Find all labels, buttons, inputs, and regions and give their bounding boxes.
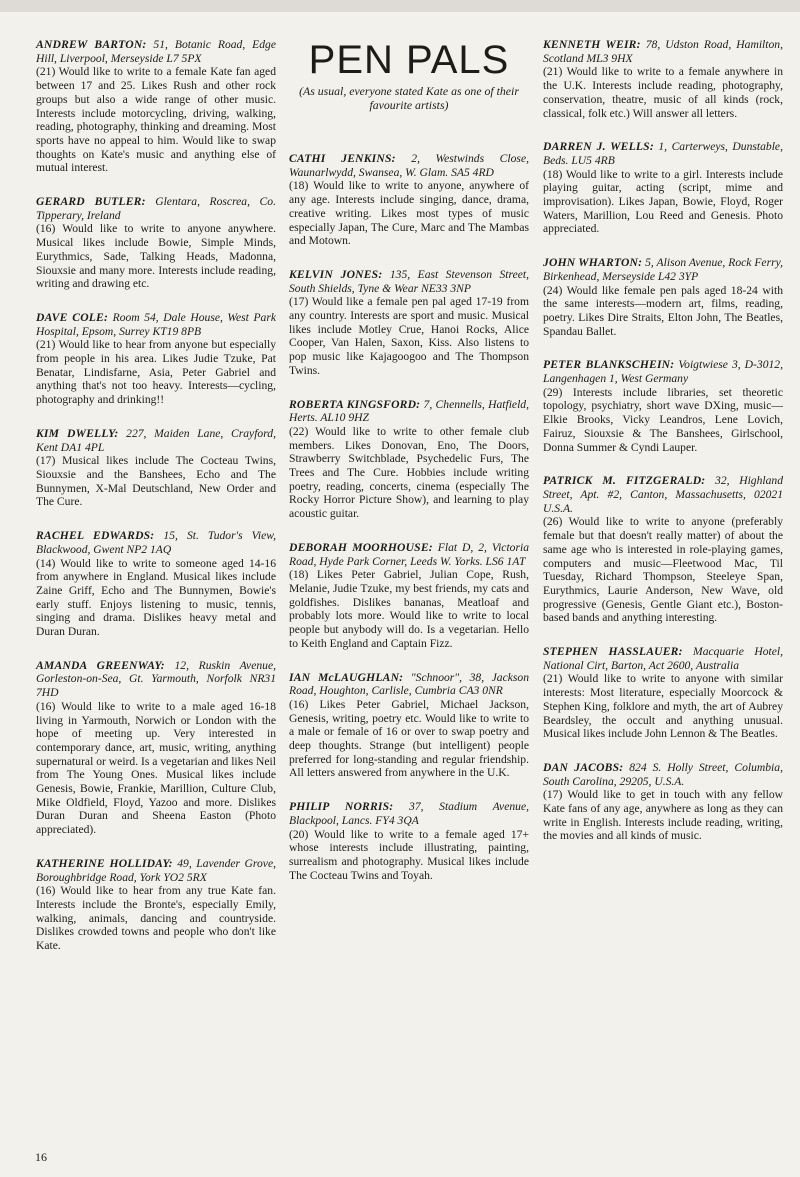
title-block — [289, 38, 529, 112]
pen-pal-description: (24) Would like female pen pals aged 18-24 with the same interests—modern art, films, reading, poetry. Likes Dire Straits, Elton John, The Beatles, Spandau Ballet. — [543, 283, 783, 338]
entry-paragraph — [36, 38, 276, 175]
page-number: 16 — [35, 1150, 47, 1164]
pen-pal-entry — [36, 311, 276, 407]
pen-pal-name: IAN McLAUGHLAN: — [289, 670, 404, 684]
pen-pal-entry — [543, 38, 783, 120]
pen-pal-name: STEPHEN HASSLAUER: — [543, 645, 683, 659]
entry-paragraph — [289, 398, 529, 521]
pen-pal-address: 49, Lavender Grove, Boroughbridge Road, York YO2 5RX — [36, 856, 276, 884]
pen-pal-entry — [543, 256, 783, 338]
pen-pal-description: (22) Would like to write to other female club members. Likes Donovan, Eno, The Doors, Strawberry Switchblade, Psychedelic Furs, The Trees and The Cure. Hobbies include writing poetry, reading, concerts, cinema (especially The Rocky Horror Picture Show), and learning to play acoustic guitar. — [289, 424, 529, 521]
entry-paragraph — [543, 140, 783, 236]
entry-paragraph — [36, 659, 276, 837]
pen-pal-address: 7, Chennells, Hatfield, Herts. AL10 9HZ — [289, 397, 529, 425]
pen-pal-description: (17) Would like to get in touch with any fellow Kate fans of any age, anywhere as long as they can write in English. Interests include reading, writing, the movies and all kinds of music. — [543, 788, 783, 843]
pen-pal-entry — [543, 474, 783, 625]
pen-pal-description: (21) Would like to hear from anyone but especially from people in his area. Likes Judie Tzuke, Pat Benatar, Lindisfarne, Asia, Peter Gabriel and anything that's not too heavy. Interests—cycling, photography and drinking!! — [36, 338, 276, 407]
pen-pal-name: KATHERINE HOLLIDAY: — [36, 856, 173, 870]
entry-paragraph — [289, 152, 529, 248]
entry-paragraph — [543, 645, 783, 741]
pen-pal-address: 5, Alison Avenue, Rock Ferry, Birkenhead, Merseyside L42 3YP — [543, 256, 783, 283]
pen-pal-address: 2, Westwinds Close, Waunarlwydd, Swansea, W. Glam. SA5 4RD — [289, 152, 529, 179]
pen-pal-address: 32, Highland Street, Apt. #2, Canton, Massachusetts, 02021 U.S.A. — [543, 474, 783, 515]
pen-pal-description: (14) Would like to write to someone aged 14-16 from anywhere in England. Musical likes include Zaine Griff, Echo and The Bunnymen, Bowie's early stuff. Enjoys listening to music, tennis, singing and drama. Dislikes heavy metal and Duran Duran. — [36, 556, 276, 639]
pen-pal-entry — [36, 195, 276, 291]
pen-pal-address: Glentara, Roscrea, Co. Tipperary, Ireland — [36, 195, 276, 222]
pen-pal-address: 135, East Stevenson Street, South Shields, Tyne & Wear NE33 3NP — [289, 267, 530, 295]
pen-pal-description: (29) Interests include libraries, set theoretic topology, psychiatry, short wave DXing, music—Elkie Brooks, Vicky Leandros, Lene Lovich, Fairuz, Siouxsie & The Banshees, Girlschool, Donna Summer & Cyndi Lauper. — [543, 385, 783, 454]
pen-pal-description: (21) Would like to write to a female Kate fan aged between 17 and 25. Likes Rush and other rock groups but also a wide range of other music. Interests include motorcycling, driving, walking, reading, photography, thinking and dreaming. Most sports have no appeal to him. Would like to swap thoughts on Kate's music and anything else of mutual interest. — [36, 65, 276, 175]
pen-pal-address: 1, Carterweys, Dunstable, Beds. LU5 4RB — [543, 140, 783, 167]
pen-pal-description: (17) Musical likes include The Cocteau Twins, Siouxsie and the Banshees, Echo and The Bunnymen, X-Mal Deutschland, New Order and The Cure. — [36, 454, 276, 509]
pen-pal-description: (18) Would like to write to anyone, anywhere of any age. Interests include singing, dance, drama, creative writing. Likes most types of music especially Japan, The Cure, Marc and The Mambas and Motown. — [289, 179, 529, 248]
magazine-page — [36, 38, 784, 1148]
entry-paragraph — [289, 268, 529, 378]
pen-pal-name: DAVE COLE: — [36, 310, 109, 324]
entry-paragraph — [36, 195, 276, 291]
pen-pal-entry — [543, 645, 783, 741]
column-right — [543, 38, 783, 863]
pen-pal-address: Macquarie Hotel, National Cirt, Barton, Act 2600, Australia — [543, 645, 783, 672]
pen-pal-name: CATHI JENKINS: — [289, 152, 396, 165]
pen-pal-entry — [543, 358, 783, 454]
pen-pal-address: Flat D, 2, Victoria Road, Hyde Park Corner, Leeds W. Yorks. LS6 1AT — [289, 540, 529, 568]
pen-pal-entry — [543, 761, 783, 843]
pen-pal-address: Voigtwiese 3, D-3012, Langenhagen 1, West Germany — [543, 358, 784, 386]
entry-paragraph — [36, 427, 276, 509]
pen-pal-name: GERARD BUTLER: — [36, 195, 146, 209]
pen-pal-description: (21) Would like to write to a female anywhere in the U.K. Interests include reading, photography, conservation, theatre, music of all kinds (rock, classical, folk etc.) Will answer all letters. — [543, 65, 783, 120]
pen-pal-description: (16) Likes Peter Gabriel, Michael Jackson, Genesis, writing, poetry etc. Would like to write to a male or female of 16 or over to swap poetry and deep thoughts. Strange (but intelligent) people preferred for long-standing and regular friendship. All letters answered from anywhere in the U.K. — [289, 697, 529, 780]
pen-pal-name: JOHN WHARTON: — [543, 256, 643, 270]
column-middle — [289, 38, 529, 902]
pen-pal-entry — [289, 671, 529, 781]
pen-pal-address: 37, Stadium Avenue, Blackpool, Lancs. FY4 3QA — [289, 800, 529, 827]
pen-pal-description: (18) Would like to write to a girl. Interests include playing guitar, acting (script, mime and improvisation). Likes Japan, Bowie, Floyd, Roger Waters, Marillion, Lou Reed and Genesis. Photo appreciated. — [543, 167, 783, 236]
pen-pal-name: PATRICK M. FITZGERALD: — [543, 474, 706, 488]
pen-pal-name: KENNETH WEIR: — [543, 38, 641, 51]
pen-pal-description: (18) Likes Peter Gabriel, Julian Cope, Rush, Melanie, Judie Tzuke, my best friends, my cats and goldfishes. Dislikes bananas, Meatloaf and probably lots more. Would like to write to local people but anybody will do. Is a vegetarian. Hello to Keith England and Captain Fizz. — [289, 568, 529, 650]
page-title: PEN PALS — [308, 38, 510, 82]
pen-pal-address: 824 S. Holly Street, Columbia, South Carolina, 29205, U.S.A. — [543, 760, 783, 788]
pen-pal-address: "Schnoor", 38, Jackson Road, Houghton, Carlisle, Cumbria CA3 0NR — [289, 670, 529, 698]
entry-paragraph — [543, 256, 783, 338]
pen-pal-name: PHILIP NORRIS: — [289, 800, 394, 814]
pen-pal-description: (16) Would like to write to anyone anywhere. Musical likes include Bowie, Simple Minds, Eurythmics, Sade, Talking Heads, Madonna, Siouxsie and many more. Interests include reading, writing and drawing etc. — [36, 222, 276, 291]
pen-pal-description: (16) Would like to hear from any true Kate fan. Interests include the Bronte's, especially Emily, walking, animals, dancing and countryside. Dislikes crowded towns and people who don't like Kate. — [36, 884, 276, 953]
pen-pal-entry — [36, 659, 276, 837]
pen-pal-description: (26) Would like to write to anyone (preferably female but that doesn't really matter) of about the same age who is interested in role-playing games, computers and music—Fleetwood Mac, Til Tuesday, Richard Thompson, Steeleye Span, Eurythmics, Laurie Anderson, New Wave, old progressive (Genesis, Gentle Giant etc.), Boston-based bands and anything interesting. — [543, 515, 783, 625]
pen-pal-entry — [289, 800, 529, 882]
pen-pal-name: AMANDA GREENWAY: — [36, 658, 165, 672]
entry-paragraph — [543, 474, 783, 625]
pen-pal-address: 51, Botanic Road, Edge Hill, Liverpool, Merseyside L7 5PX — [36, 38, 276, 65]
pen-pal-address: 78, Udston Road, Hamilton, Scotland ML3 9HX — [543, 38, 783, 65]
pen-pal-name: DEBORAH MOORHOUSE: — [289, 540, 433, 554]
page-subtitle: (As usual, everyone stated Kate as one of their favourite artists) — [299, 84, 519, 112]
column-left — [36, 38, 276, 973]
pen-pal-name: KELVIN JONES: — [289, 267, 383, 281]
pen-pal-address: 15, St. Tudor's View, Blackwood, Gwent NP2 1AQ — [36, 529, 277, 556]
pen-pal-description: (21) Would like to write to anyone with similar interests: Most literature, especially Moorcock & Stephen King, folklore and myth, the art of Aubrey Beardsley, the occult and anything unusual. Musical likes include John Lennon & The Beatles. — [543, 672, 783, 741]
entry-paragraph — [543, 358, 783, 454]
pen-pal-name: ANDREW BARTON: — [36, 38, 147, 51]
pen-pal-entry — [289, 398, 529, 521]
pen-pal-entry — [36, 427, 276, 509]
pen-pal-entry — [289, 268, 529, 378]
entry-paragraph — [36, 311, 276, 407]
pen-pal-name: KIM DWELLY: — [36, 426, 119, 440]
entry-paragraph — [543, 38, 783, 120]
pen-pal-name: DAN JACOBS: — [543, 760, 624, 774]
pen-pal-entry — [289, 152, 529, 248]
pen-pal-name: DARREN J. WELLS: — [543, 140, 654, 154]
entry-paragraph — [543, 761, 783, 843]
pen-pal-address: 227, Maiden Lane, Crayford, Kent DA1 4PL — [36, 426, 276, 454]
pen-pal-entry — [543, 140, 783, 236]
pen-pal-description: (16) Would like to write to a male aged 16-18 living in Yarmouth, Norwich or London with the hope of meeting up. Very interested in contemporary dance, art, music, writing, anything supernatural or weird. Is a vegetarian and likes Neil from The Young Ones. Musical likes include Genesis, Bowie, Frankie, Marillion, Culture Club, Mike Oldfield, Floyd, Yazoo and more. Dislikes Duran Duran and Sheena Easton (Photo appreciated). — [36, 699, 276, 837]
pen-pal-address: 12, Ruskin Avenue, Gorleston-on-Sea, Gt. Yarmouth, Norfolk NR31 7HD — [36, 658, 276, 700]
entry-paragraph — [289, 671, 529, 781]
pen-pal-description: (20) Would like to write to a female aged 17+ whose interests include illustrating, painting, surrealism and photography. Musical likes include The Cocteau Twins and Toyah. — [289, 827, 529, 882]
pen-pal-address: Room 54, Dale House, West Park Hospital, Epsom, Surrey KT19 8PB — [36, 310, 276, 338]
pen-pal-name: PETER BLANKSCHEIN: — [543, 358, 675, 372]
pen-pal-description: (17) Would like a female pen pal aged 17-19 from any country. Interests are sport and music. Musical likes include Motley Crue, Hanoi Rocks, Alice Cooper, Van Halen, Saxon, Kiss. Also listens to pop music like Kajagoogoo and The Thompson Twins. — [289, 295, 529, 377]
pen-pal-entry — [36, 857, 276, 953]
entry-paragraph — [289, 800, 529, 882]
entry-paragraph — [289, 541, 529, 651]
page-edge-strip — [0, 0, 800, 12]
pen-pal-entry — [36, 529, 276, 639]
pen-pal-entry — [289, 541, 529, 651]
entry-paragraph — [36, 529, 276, 639]
pen-pal-entry — [36, 38, 276, 175]
pen-pal-name: RACHEL EDWARDS: — [36, 529, 155, 543]
pen-pal-name: ROBERTA KINGSFORD: — [289, 397, 421, 411]
entry-paragraph — [36, 857, 276, 953]
